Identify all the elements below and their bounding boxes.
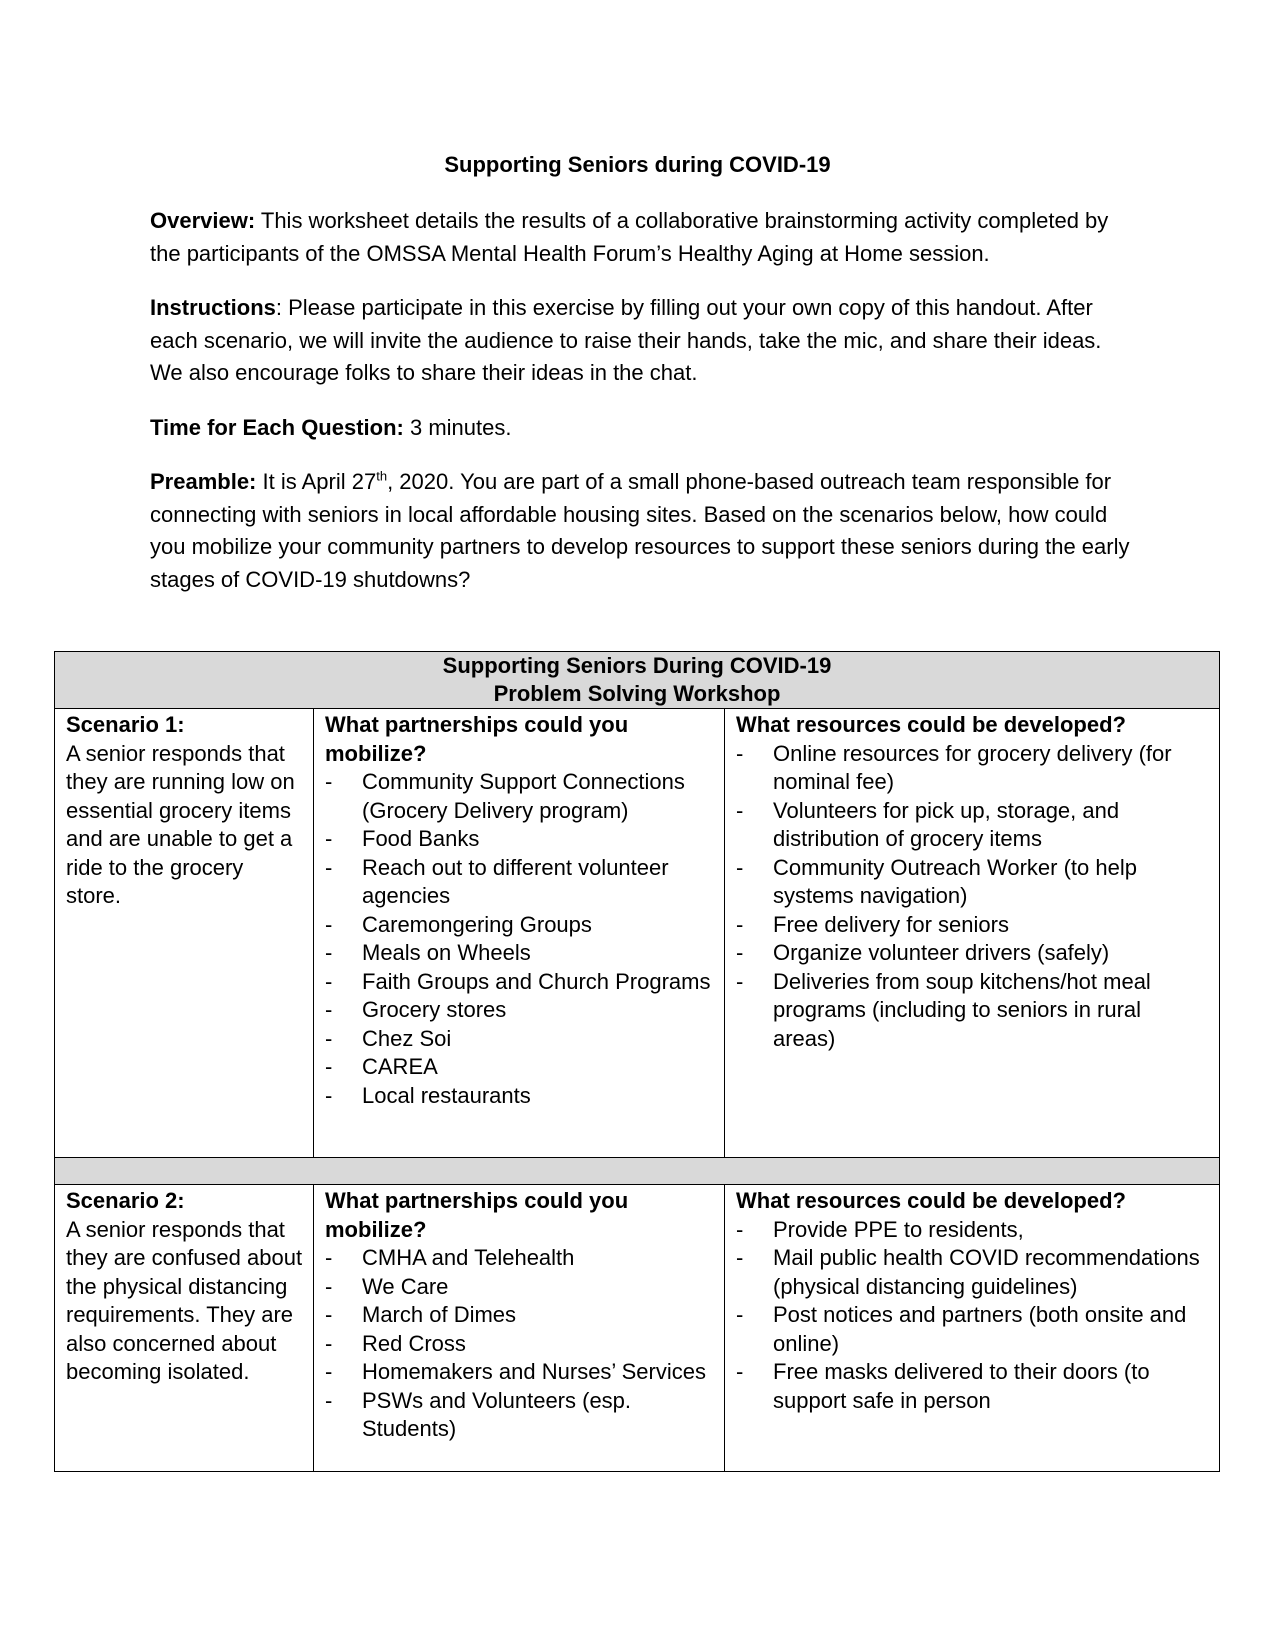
list-item: - March of Dimes	[325, 1301, 714, 1330]
list-item: - Organize volunteer drivers (safely)	[736, 939, 1209, 968]
list-item: - Red Cross	[325, 1330, 714, 1359]
scenario-2-description: A senior responds that they are confused about the physical distancing requirements. They are also concerned about becoming isolated.	[66, 1216, 303, 1384]
preamble-label: Preamble:	[150, 469, 257, 494]
table-header-line2: Problem Solving Workshop	[493, 681, 781, 706]
scenario-1-partnerships-title: What partnerships could you mobilize?	[325, 712, 629, 766]
scenario-2-partnerships-list	[325, 1244, 714, 1444]
list-item: - Homemakers and Nurses’ Services	[325, 1358, 714, 1387]
list-item: - Provide PPE to residents,	[736, 1216, 1209, 1245]
list-item: - Deliveries from soup kitchens/hot meal programs (including to seniors in rural areas)	[736, 968, 1209, 1054]
list-item: - Community Outreach Worker (to help systems navigation)	[736, 854, 1209, 911]
scenario-2-title: Scenario 2:	[66, 1188, 185, 1213]
overview-label: Overview:	[150, 208, 256, 233]
scenario-1-partnerships-cell	[314, 709, 725, 1158]
list-item: - Local restaurants	[325, 1082, 714, 1111]
time-paragraph	[150, 412, 1140, 445]
scenario-2-row	[55, 1185, 1220, 1472]
scenario-1-partnerships-list	[325, 768, 714, 1110]
scenario-2-resources-list	[736, 1216, 1209, 1416]
preamble-superscript: th	[376, 468, 388, 484]
list-item: - Free delivery for seniors	[736, 911, 1209, 940]
scenario-1-title: Scenario 1:	[66, 712, 185, 737]
overview-paragraph	[150, 205, 1140, 270]
scenario-1-resources-title: What resources could be developed?	[736, 712, 1126, 737]
instructions-label: Instructions	[150, 295, 276, 320]
time-text: 3 minutes.	[403, 414, 512, 440]
preamble-text-after: , 2020. You are part of a small phone-based outreach team responsible for connecting with seniors in local affordable housing sites. Based on the scenarios below, how could you mobilize your community partners to develop resources to support these seniors during the early stages of COVID-19 shutdowns?	[150, 469, 1130, 592]
scenario-1-row	[55, 709, 1220, 1158]
scenario-2-cell	[55, 1185, 314, 1472]
table-header-row	[55, 652, 1220, 709]
list-item: - Online resources for grocery delivery (for nominal fee)	[736, 740, 1209, 797]
instructions-paragraph	[150, 292, 1140, 390]
list-item: - We Care	[325, 1273, 714, 1302]
scenario-1-cell	[55, 709, 314, 1158]
separator-row	[55, 1158, 1220, 1185]
list-item: - Grocery stores	[325, 996, 714, 1025]
preamble-paragraph	[150, 466, 1140, 596]
time-label: Time for Each Question:	[150, 414, 404, 440]
scenario-2-resources-title: What resources could be developed?	[736, 1188, 1126, 1213]
list-item: - PSWs and Volunteers (esp. Students)	[325, 1387, 714, 1444]
document-title: Supporting Seniors during COVID-19	[444, 152, 831, 177]
list-item: - Reach out to different volunteer agencies	[325, 854, 714, 911]
scenario-1-description: A senior responds that they are running low on essential grocery items and are unable to get a ride to the grocery store.	[66, 740, 295, 908]
list-item: - Free masks delivered to their doors (to support safe in person	[736, 1358, 1209, 1415]
list-item: - CAREA	[325, 1053, 714, 1082]
list-item: - Meals on Wheels	[325, 939, 714, 968]
table-header-line1: Supporting Seniors During COVID-19	[442, 653, 832, 678]
scenario-1-resources-cell	[725, 709, 1220, 1158]
intro-section	[150, 205, 1140, 618]
scenario-2-partnerships-title: What partnerships could you mobilize?	[325, 1188, 629, 1242]
list-item: - Chez Soi	[325, 1025, 714, 1054]
scenario-2-partnerships-cell	[314, 1185, 725, 1472]
table-header	[55, 652, 1220, 709]
separator-cell	[55, 1158, 1220, 1185]
list-item: - Post notices and partners (both onsite and online)	[736, 1301, 1209, 1358]
list-item: - Community Support Connections (Grocery Delivery program)	[325, 768, 714, 825]
workshop-table	[54, 651, 1220, 1472]
list-item: - Volunteers for pick up, storage, and distribution of grocery items	[736, 797, 1209, 854]
scenario-2-resources-cell	[725, 1185, 1220, 1472]
list-item: - Mail public health COVID recommendations (physical distancing guidelines)	[736, 1244, 1209, 1301]
scenario-1-resources-list	[736, 740, 1209, 1054]
list-item: - Faith Groups and Church Programs	[325, 968, 714, 997]
preamble-text-before: It is April 27	[256, 469, 377, 494]
list-item: - CMHA and Telehealth	[325, 1244, 714, 1273]
list-item: - Food Banks	[325, 825, 714, 854]
list-item: - Caremongering Groups	[325, 911, 714, 940]
overview-text: This worksheet details the results of a collaborative brainstorming activity completed by the participants of the OMSSA Mental Health Forum’s Healthy Aging at Home session.	[150, 208, 1109, 266]
instructions-text: : Please participate in this exercise by filling out your own copy of this handout. After each scenario, we will invite the audience to raise their hands, take the mic, and share their ideas. We also encourage folks to share their ideas in the chat.	[150, 295, 1102, 385]
